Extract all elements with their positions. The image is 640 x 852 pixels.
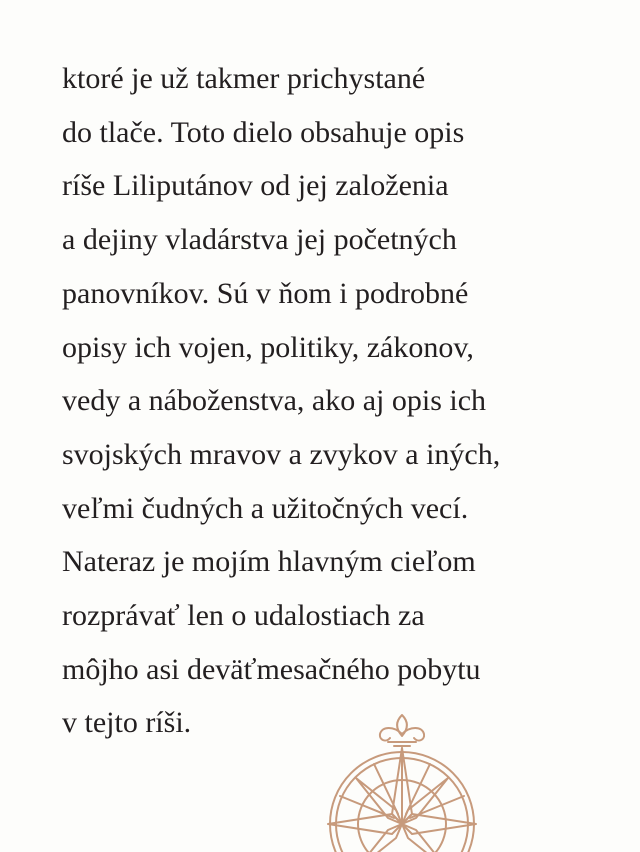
- text-line: panovníkov. Sú v ňom i podrobné: [62, 276, 469, 310]
- text-line: a dejiny vladárstva jej početných: [62, 223, 457, 257]
- text-line: v tejto ríši.: [62, 706, 192, 740]
- text-line: vedy a náboženstva, ako aj opis ich: [62, 384, 487, 418]
- text-line: opisy ich vojen, politiky, zákonov,: [62, 330, 474, 364]
- compass-rose-icon: [322, 712, 482, 852]
- text-line: veľmi čudných a užitočných vecí.: [62, 491, 469, 525]
- text-line: svojských mravov a zvykov a iných,: [62, 437, 501, 471]
- text-line: Nateraz je mojím hlavným cieľom: [62, 545, 476, 579]
- text-line: rozprávať len o udalostiach za: [62, 599, 425, 633]
- text-line: do tlače. Toto dielo obsahuje opis: [62, 115, 465, 149]
- text-line: môjho asi deväťmesačného pobytu: [62, 652, 481, 686]
- text-line: ríše Liliputánov od jej založenia: [62, 169, 449, 203]
- text-line: ktoré je už takmer prichystané: [62, 62, 426, 95]
- body-text: [62, 52, 622, 750]
